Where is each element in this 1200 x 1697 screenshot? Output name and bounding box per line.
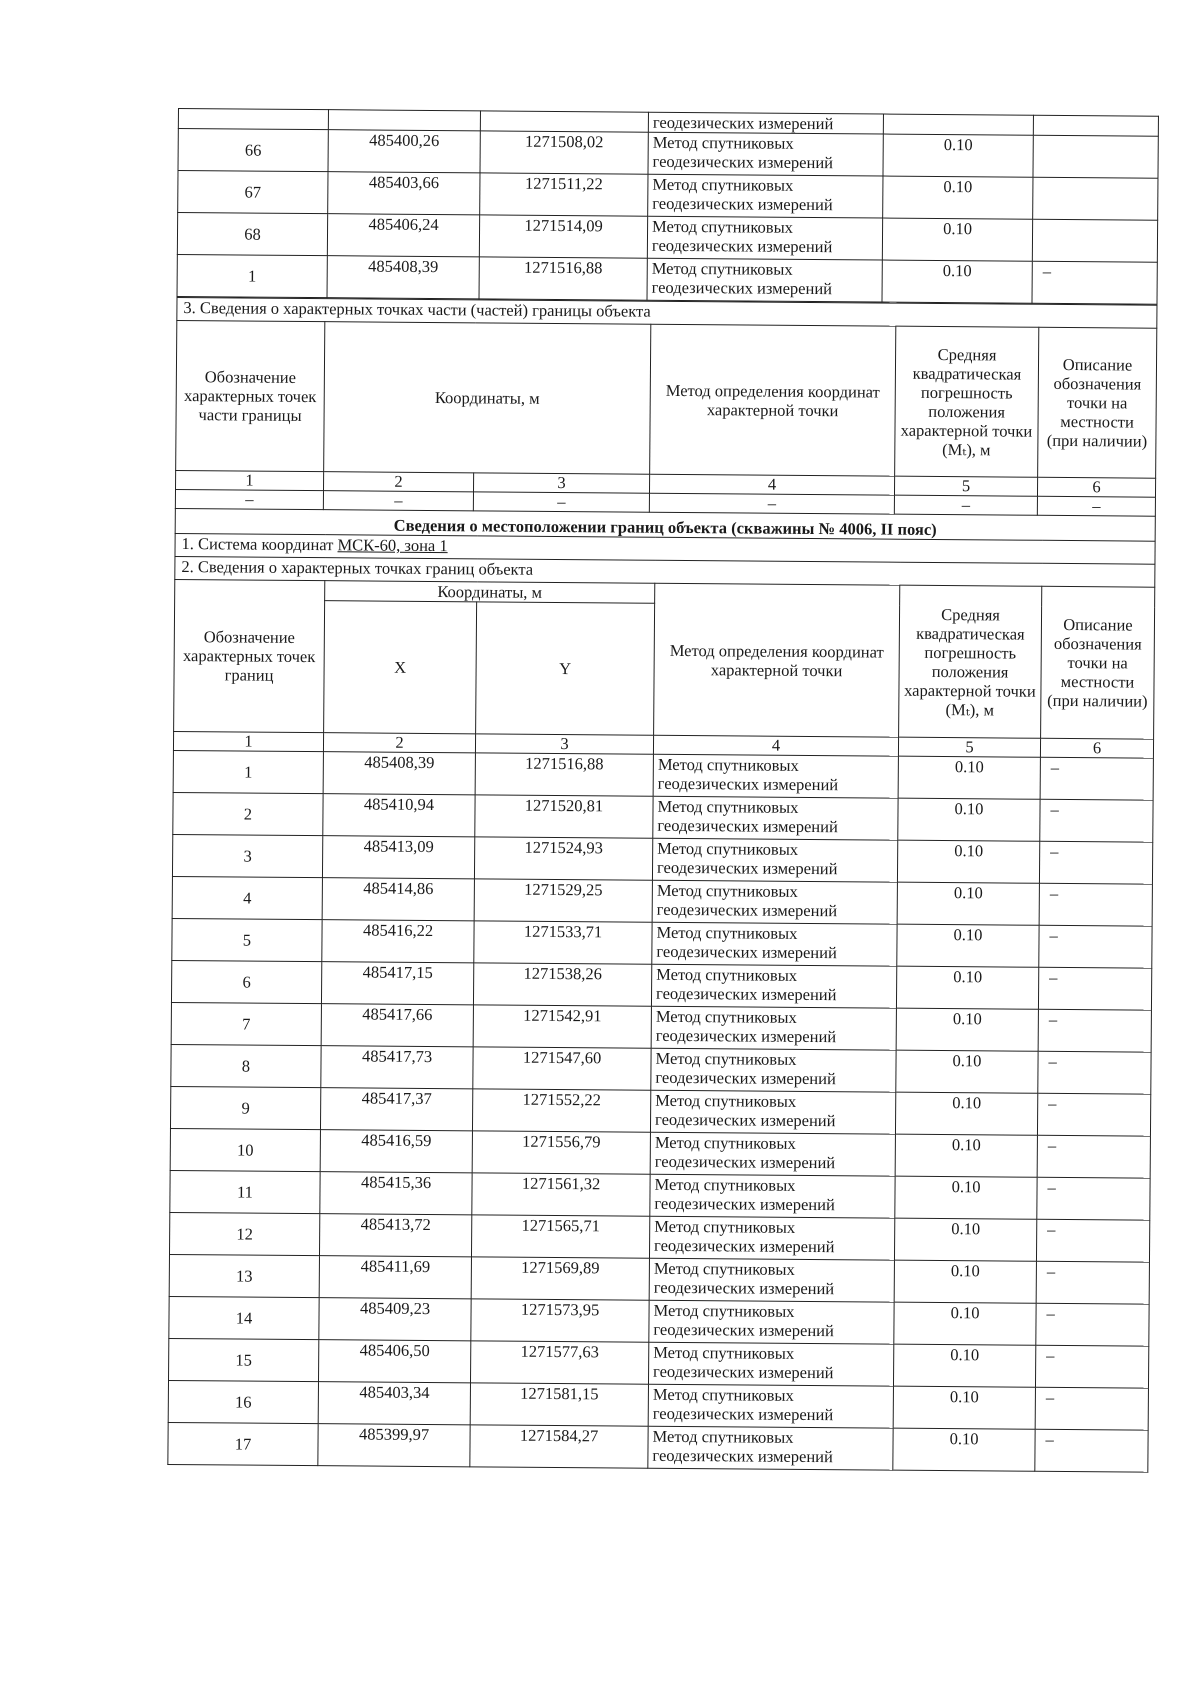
x-coordinate: 485413,72 <box>319 1214 471 1257</box>
method-text: Метод спутниковых геодезических измерений <box>649 1300 894 1344</box>
y-coordinate: 1271511,22 <box>480 173 648 216</box>
point-number: 68 <box>177 213 327 256</box>
description-text: – <box>1040 799 1153 842</box>
x-coordinate: 485403,34 <box>318 1382 470 1425</box>
accuracy-value: 0.10 <box>896 966 1038 1009</box>
y-coordinate: 1271516,88 <box>475 753 653 796</box>
point-number: 6 <box>171 960 321 1003</box>
description-text <box>1033 177 1158 220</box>
header-method: Метод определения координат характерной точки <box>650 324 896 476</box>
accuracy-value: 0.10 <box>895 1134 1037 1177</box>
accuracy-value: 0.10 <box>894 1302 1036 1345</box>
point-number: 1 <box>173 750 323 793</box>
col-number: 5 <box>898 737 1040 757</box>
point-number: 2 <box>173 792 323 835</box>
method-text: Метод спутниковых геодезических измерений <box>651 1048 896 1092</box>
description-text: – <box>1035 1345 1148 1388</box>
x-coordinate: 485417,15 <box>321 962 473 1005</box>
method-text: Метод спутниковых геодезических измерений <box>651 1006 896 1050</box>
accuracy-value: 0.10 <box>895 1092 1037 1135</box>
description-text: – <box>1039 883 1152 926</box>
empty-cell: – <box>1037 496 1155 516</box>
description-text: – <box>1038 1051 1151 1094</box>
top-points-table <box>177 108 1159 305</box>
col-number: 2 <box>323 472 473 492</box>
accuracy-value: 0.10 <box>895 1176 1037 1219</box>
description-text: – <box>1036 1261 1149 1304</box>
top-rows <box>177 129 1158 305</box>
y-coordinate: 1271581,15 <box>470 1383 648 1426</box>
col-number: 2 <box>323 733 475 753</box>
accuracy-value: 0.10 <box>894 1218 1036 1261</box>
x-coordinate: 485416,22 <box>322 920 474 963</box>
header-y: Y <box>476 602 655 735</box>
accuracy-value: 0.10 <box>897 840 1039 883</box>
point-number: 11 <box>170 1170 320 1213</box>
header-point: Обозначение характерных точек части границы <box>176 320 325 471</box>
method-text: Метод спутниковых геодезических измерений <box>653 754 898 798</box>
x-coordinate: 485399,97 <box>318 1424 470 1467</box>
col-number: 3 <box>475 734 653 754</box>
x-coordinate: 485400,26 <box>328 130 480 173</box>
object2-section2-title: 2. Сведения о характерных точках границ объекта <box>175 556 1155 587</box>
description-text: – <box>1040 757 1153 800</box>
accuracy-value: 0.10 <box>898 798 1040 841</box>
description-text: – <box>1038 1009 1151 1052</box>
y-coordinate: 1271547,60 <box>473 1047 651 1090</box>
object2-rows <box>168 750 1154 1472</box>
method-text: Метод спутниковых геодезических измерений <box>649 1216 894 1260</box>
empty-cell: – <box>649 493 894 514</box>
x-coordinate: 485406,50 <box>319 1340 471 1383</box>
header-point: Обозначение характерных точек границ <box>174 579 325 732</box>
description-text: – <box>1035 1429 1148 1472</box>
x-coordinate: 485413,09 <box>322 836 474 879</box>
y-coordinate: 1271542,91 <box>473 1005 651 1048</box>
method-text: Метод спутниковых геодезических измерений <box>653 796 898 840</box>
y-coordinate: 1271533,71 <box>474 921 652 964</box>
method-text: Метод спутниковых геодезических измерений <box>647 258 882 302</box>
point-number: 9 <box>170 1086 320 1129</box>
y-coordinate: 1271573,95 <box>471 1299 649 1342</box>
header-x: X <box>324 601 477 734</box>
col-number: 1 <box>173 731 323 751</box>
object2-title: Сведения о местоположении границ объекта (скважины № 4006, II пояс) <box>175 509 1155 541</box>
method-text: Метод спутниковых геодезических измерений <box>650 1132 895 1176</box>
x-coordinate: 485417,37 <box>320 1088 472 1131</box>
point-number: 15 <box>169 1338 319 1381</box>
header-description: Описание обозначения точки на местности (при наличии) <box>1038 327 1157 478</box>
y-coordinate: 1271556,79 <box>472 1131 650 1174</box>
description-text <box>1033 135 1158 178</box>
point-number: 3 <box>172 834 322 877</box>
description-text: – <box>1037 1177 1150 1220</box>
col-number: 1 <box>176 470 324 490</box>
x-coordinate: 485417,73 <box>321 1046 473 1089</box>
y-coordinate: 1271584,27 <box>470 1425 648 1468</box>
method-text: Метод спутниковых геодезических измерений <box>648 1426 893 1470</box>
description-text: – <box>1036 1303 1149 1346</box>
point-number: 1 <box>177 254 327 297</box>
description-text <box>1032 219 1157 262</box>
coord-system-value: МСК-60, зона 1 <box>337 535 448 556</box>
accuracy-value: 0.10 <box>882 218 1032 261</box>
empty-cell: – <box>894 495 1037 515</box>
y-coordinate: 1271552,22 <box>472 1089 650 1132</box>
y-coordinate: 1271529,25 <box>474 879 652 922</box>
header-accuracy: Средняя квадратическая погрешность положения характерной точки (Mₜ), м <box>899 585 1042 738</box>
x-coordinate: 485409,23 <box>319 1298 471 1341</box>
method-text: Метод спутниковых геодезических измерений <box>648 1342 893 1386</box>
table-row <box>168 1422 1148 1472</box>
y-coordinate: 1271569,89 <box>471 1257 649 1300</box>
method-text: Метод спутниковых геодезических измерений <box>651 964 896 1008</box>
accuracy-value: 0.10 <box>896 1008 1038 1051</box>
header-coords: Координаты, м <box>324 322 651 475</box>
description-text: – <box>1032 261 1157 304</box>
point-number: 7 <box>171 1002 321 1045</box>
x-coordinate: 485417,66 <box>321 1004 473 1047</box>
accuracy-value: 0.10 <box>897 924 1039 967</box>
accuracy-value: 0.10 <box>896 1050 1038 1093</box>
y-coordinate: 1271524,93 <box>474 837 652 880</box>
point-number: 4 <box>172 876 322 919</box>
method-text: Метод спутниковых геодезических измерений <box>648 174 883 218</box>
accuracy-value: 0.10 <box>882 260 1032 303</box>
empty-cell: – <box>323 491 473 511</box>
header-coords: Координаты, м <box>325 581 655 604</box>
col-number: 6 <box>1037 477 1155 497</box>
accuracy-value: 0.10 <box>883 134 1033 177</box>
point-number: 10 <box>170 1128 320 1171</box>
y-coordinate: 1271561,32 <box>472 1173 650 1216</box>
description-text: – <box>1037 1135 1150 1178</box>
section3-title: 3. Сведения о характерных точках части (частей) границы объекта <box>177 297 1157 328</box>
description-text: – <box>1038 967 1151 1010</box>
method-text: Метод спутниковых геодезических измерений <box>652 922 897 966</box>
coord-system-label: 1. Система координат <box>181 534 338 555</box>
x-coordinate: 485408,39 <box>323 752 475 795</box>
method-text: Метод спутниковых геодезических измерений <box>652 880 897 924</box>
y-coordinate: 1271508,02 <box>480 131 648 174</box>
y-coordinate: 1271520,81 <box>475 795 653 838</box>
x-coordinate: 485416,59 <box>320 1130 472 1173</box>
point-number: 17 <box>168 1422 318 1465</box>
accuracy-value: 0.10 <box>894 1260 1036 1303</box>
point-number: 16 <box>168 1380 318 1423</box>
section3-table <box>175 297 1158 517</box>
y-coordinate: 1271516,88 <box>479 257 647 300</box>
description-text: – <box>1039 841 1152 884</box>
accuracy-value: 0.10 <box>898 756 1040 799</box>
x-coordinate: 485414,86 <box>322 878 474 921</box>
point-number: 12 <box>169 1212 319 1255</box>
point-number: 67 <box>178 171 328 214</box>
method-text: Метод спутниковых геодезических измерений <box>650 1174 895 1218</box>
x-coordinate: 485403,66 <box>328 172 480 215</box>
x-coordinate: 485411,69 <box>319 1256 471 1299</box>
method-text: Метод спутниковых геодезических измерений <box>650 1090 895 1134</box>
object2-table <box>167 509 1155 1473</box>
y-coordinate: 1271577,63 <box>470 1341 648 1384</box>
method-text: Метод спутниковых геодезических измерений <box>648 1384 893 1428</box>
col-number: 4 <box>653 735 898 756</box>
accuracy-value: 0.10 <box>893 1344 1035 1387</box>
description-text: – <box>1036 1219 1149 1262</box>
method-text: Метод спутниковых геодезических измерений <box>647 216 882 260</box>
y-coordinate: 1271565,71 <box>471 1215 649 1258</box>
document-page <box>167 108 1158 1473</box>
x-coordinate: 485415,36 <box>320 1172 472 1215</box>
header-description: Описание обозначения точки на местности (при наличии) <box>1041 586 1155 739</box>
empty-cell: – <box>473 492 649 512</box>
x-coordinate: 485410,94 <box>323 794 475 837</box>
col-number: 3 <box>473 473 649 493</box>
description-text: – <box>1035 1387 1148 1430</box>
method-text: Метод спутниковых геодезических измерений <box>652 838 897 882</box>
y-coordinate: 1271514,09 <box>479 215 647 258</box>
y-coordinate: 1271538,26 <box>473 963 651 1006</box>
point-number: 8 <box>171 1044 321 1087</box>
description-text: – <box>1039 925 1152 968</box>
header-accuracy: Средняя квадратическая погрешность положения характерной точки (Mₜ), м <box>895 326 1039 477</box>
col-number: 6 <box>1040 738 1153 758</box>
point-number: 13 <box>169 1254 319 1297</box>
point-number: 14 <box>169 1296 319 1339</box>
method-text: Метод спутниковых геодезических измерений <box>649 1258 894 1302</box>
table-row <box>177 254 1157 304</box>
col-number: 4 <box>649 474 894 495</box>
method-text: Метод спутниковых геодезических измерений <box>648 132 883 176</box>
accuracy-value: 0.10 <box>883 176 1033 219</box>
accuracy-value: 0.10 <box>893 1428 1035 1471</box>
section3-header-row <box>176 320 1157 478</box>
header-method: Метод определения координат характерной точки <box>654 583 900 737</box>
x-coordinate: 485406,24 <box>327 214 479 257</box>
method-tail: геодезических измерений <box>648 112 883 134</box>
description-text: – <box>1037 1093 1150 1136</box>
x-coordinate: 485408,39 <box>327 256 479 299</box>
empty-cell: – <box>175 489 323 509</box>
point-number: 66 <box>178 129 328 172</box>
accuracy-value: 0.10 <box>897 882 1039 925</box>
point-number: 5 <box>172 918 322 961</box>
accuracy-value: 0.10 <box>893 1386 1035 1429</box>
col-number: 5 <box>894 476 1037 496</box>
